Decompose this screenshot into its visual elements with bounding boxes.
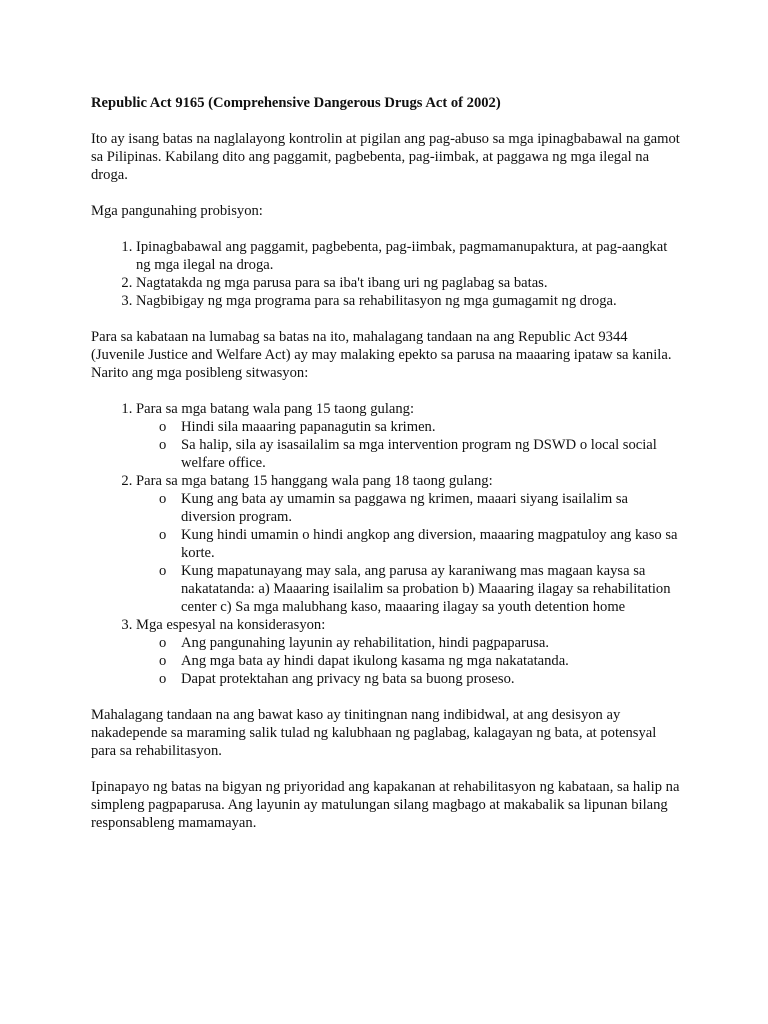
situation-subitem: o Kung ang bata ay umamin sa paggawa ng krimen, maaari siyang isailalim sa diversion program. [181, 490, 681, 526]
intro-paragraph: Ito ay isang batas na naglalayong kontrolin at pigilan ang pag-abuso sa mga ipinagbabawal na gamot sa Pilipinas. Kabilang dito ang paggamit, pagbebenta, pag-iimbak, at paggawa ng mga ilegal na droga. [91, 131, 680, 183]
provision-item: 3. Nagbibigay ng mga programa para sa rehabilitasyon ng mga gumagamit ng droga. [136, 292, 681, 310]
provision-item: 2. Nagtatakda ng mga parusa para sa iba't ibang uri ng paglabag sa batas. [136, 274, 681, 292]
situation-subitem: o Ang pangunahing layunin ay rehabilitation, hindi pagpaparusa. [181, 634, 681, 652]
provision-item: 1. Ipinagbabawal ang paggamit, pagbebenta, pag-iimbak, pagmamanupaktura, at pag-aangkat ng mga ilegal na droga. [136, 238, 681, 274]
closing-paragraph-1: Mahalagang tandaan na ang bawat kaso ay tinitingnan nang indibidwal, at ang desisyon ay nakadepende sa maraming salik tulad ng kalubhaan ng paglabag, kalagayan ng bata, at potensyal para sa rehabilitasyon. [91, 707, 657, 759]
situation-sublist [136, 418, 681, 472]
closing-paragraph-2: Ipinapayo ng batas na bigyan ng priyoridad ang kapakanan at rehabilitasyon ng kabataan, sa halip na simpleng pagpaparusa. Ang layunin ay matulungan silang magbago at makabalik sa lipunan bilang responsableng mamamayan. [91, 779, 680, 831]
situation-subitem: o Kung hindi umamin o hindi angkop ang diversion, maaaring magpatuloy ang kaso sa korte. [181, 526, 681, 562]
situation-sublist [136, 634, 681, 688]
situation-sublist [136, 490, 681, 616]
situation-subitem: o Kung mapatunayang may sala, ang parusa ay karaniwang mas magaan kaysa sa nakatatanda: a) Maaaring isailalim sa probation b) Maaaring ilagay sa rehabilitation center c) Sa mga malubhang kaso, maaaring ilagay sa youth detention home [181, 562, 681, 616]
situation-item [136, 472, 681, 616]
situation-item [136, 400, 681, 472]
document-page [91, 94, 681, 850]
situation-subitem: o Sa halip, sila ay isasailalim sa mga intervention program ng DSWD o local social welfare office. [181, 436, 681, 472]
provisions-heading: Mga pangunahing probisyon: [91, 203, 263, 219]
situation-label: Para sa mga batang wala pang 15 taong gulang: [136, 401, 415, 417]
situations-list [91, 400, 681, 688]
situation-label: Para sa mga batang 15 hanggang wala pang 18 taong gulang: [136, 473, 493, 489]
situation-label: Mga espesyal na konsiderasyon: [136, 617, 326, 633]
provisions-list [91, 238, 681, 310]
youth-intro-paragraph: Para sa kabataan na lumabag sa batas na ito, mahalagang tandaan na ang Republic Act 9344 (Juvenile Justice and Welfare Act) ay may malaking epekto sa parusa na maaaring ipataw sa kanila. Narito ang mga posibleng sitwasyon: [91, 329, 672, 381]
document-title: Republic Act 9165 (Comprehensive Dangerous Drugs Act of 2002) [91, 95, 501, 111]
situation-subitem: o Hindi sila maaaring papanagutin sa krimen. [181, 418, 681, 436]
situation-subitem: o Dapat protektahan ang privacy ng bata sa buong proseso. [181, 670, 681, 688]
situation-subitem: o Ang mga bata ay hindi dapat ikulong kasama ng mga nakatatanda. [181, 652, 681, 670]
situation-item [136, 616, 681, 688]
